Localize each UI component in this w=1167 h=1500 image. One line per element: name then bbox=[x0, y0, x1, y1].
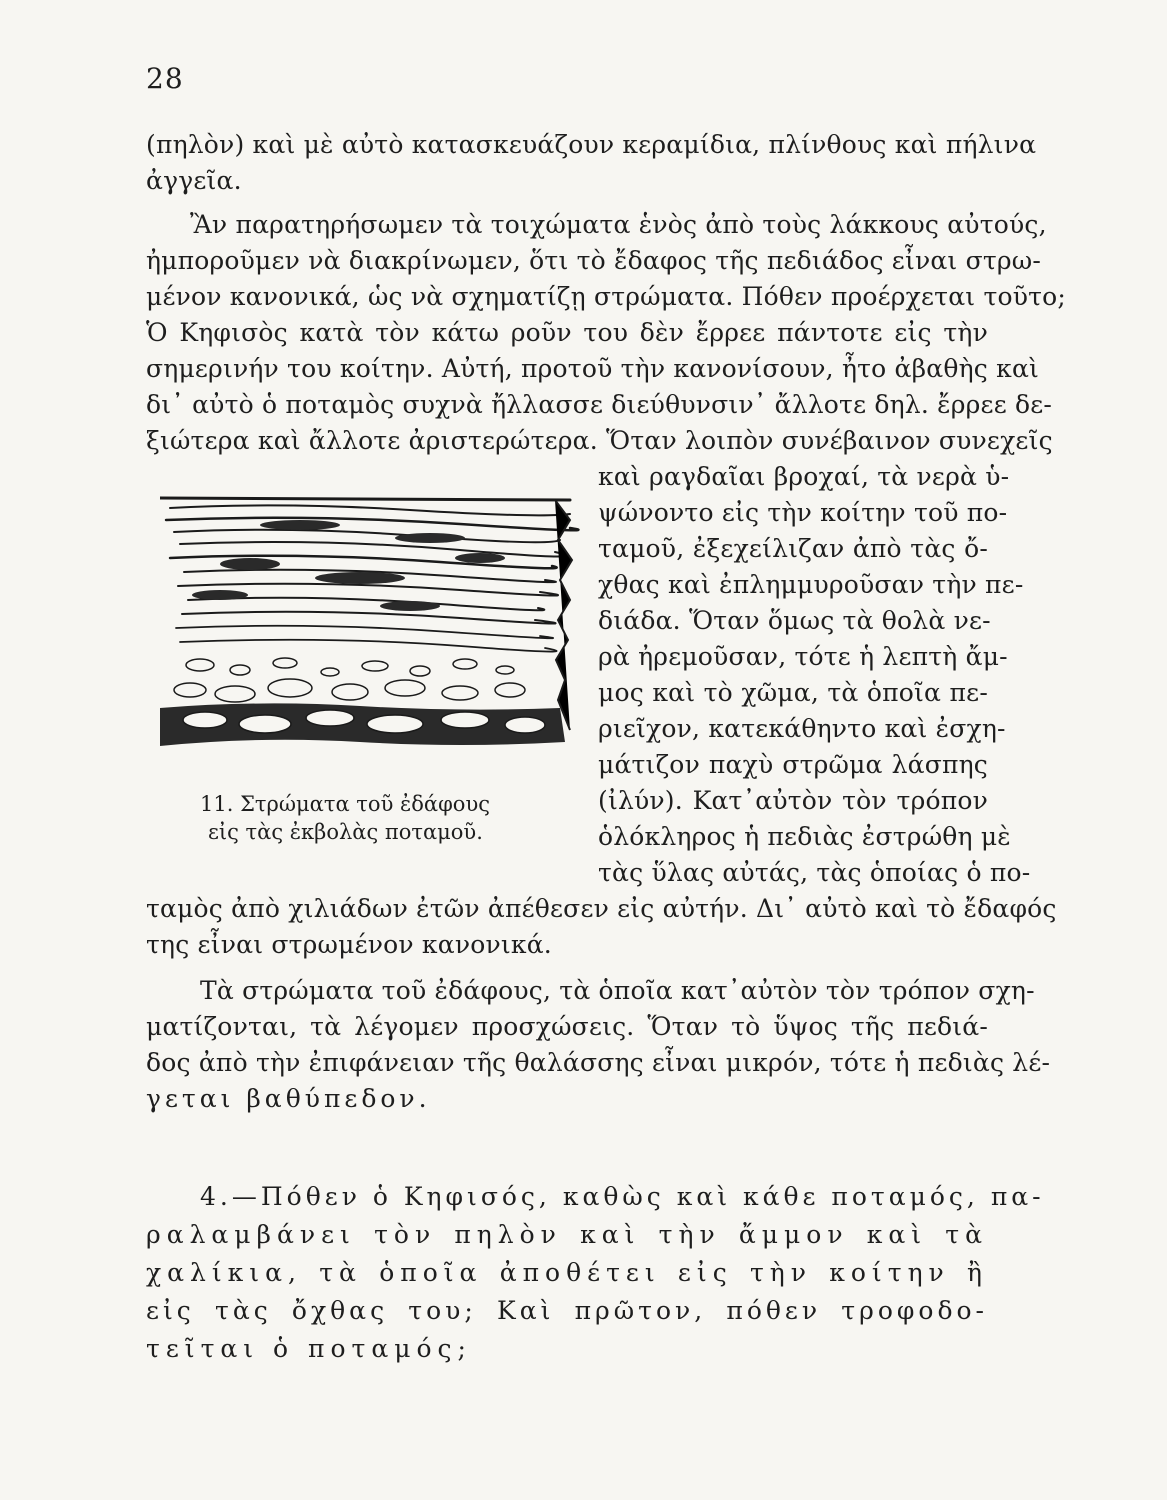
text-line: μένον κανονικά, ὡς νὰ σχηματίζῃ στρώματα. Πόθεν προέρχεται τοῦτο; bbox=[146, 282, 1067, 311]
text-line: μάτιζον παχὺ στρῶμα λάσπης bbox=[598, 750, 988, 779]
text-line: δος ἀπὸ τὴν ἐπιφάνειαν τῆς θαλάσσης εἶναι μικρόν, τότε ἡ πεδιὰς λέ- bbox=[146, 1048, 1051, 1077]
section-heading-line: 4.—Πόθεν ὁ Κηφισός, καθὼς καὶ κάθε ποταμός, πα- bbox=[200, 1182, 1045, 1211]
text-line: ματίζονται, τὰ λέγομεν προσχώσεις. Ὅταν τὸ ὕψος τῆς πεδιά- bbox=[146, 1012, 988, 1041]
figure-caption: εἰς τὰς ἐκβολὰς ποταμοῦ. bbox=[208, 820, 483, 844]
page-number: 28 bbox=[146, 62, 184, 95]
soil-strata-illustration-icon bbox=[160, 480, 580, 770]
text-line: σημερινήν του κοίτην. Αὐτή, προτοῦ τὴν κανονίσουν, ἦτο ἀβαθὴς καὶ bbox=[146, 354, 1040, 383]
text-line: δι᾽ αὐτὸ ὁ ποταμὸς συχνὰ ἤλλασσε διεύθυνσιν᾽ ἄλλοτε δηλ. ἔρρεε δε- bbox=[146, 390, 1053, 419]
text-line: τεῖται ὁ ποταμός; bbox=[146, 1334, 472, 1363]
text-line: ραλαμβάνει τὸν πηλὸν καὶ τὴν ἄμμον καὶ τὰ bbox=[146, 1220, 988, 1249]
text-line: Τὰ στρώματα τοῦ ἐδάφους, τὰ ὁποῖα κατ᾽αὐτὸν τὸν τρόπον σχη- bbox=[200, 976, 1035, 1005]
text-line: ὁλόκληρος ἡ πεδιὰς ἐστρώθη μὲ bbox=[598, 822, 1011, 851]
text-line: ρὰ ἠρεμοῦσαν, τότε ἡ λεπτὴ ἄμ- bbox=[598, 642, 1008, 671]
text-line: ξιώτερα καὶ ἄλλοτε ἀριστερώτερα. Ὅταν λοιπὸν συνέβαινον συνεχεῖς bbox=[146, 426, 1053, 455]
text-line: (πηλὸν) καὶ μὲ αὐτὸ κατασκευάζουν κεραμίδια, πλίνθους καὶ πήλινα bbox=[146, 130, 1037, 159]
text-line: χαλίκια, τὰ ὁποῖα ἀποθέτει εἰς τὴν κοίτην ἢ bbox=[146, 1258, 988, 1287]
text-line: της εἶναι στρωμένον κανονικά. bbox=[146, 930, 552, 959]
text-line: τὰς ὕλας αὐτάς, τὰς ὁποίας ὁ πο- bbox=[598, 858, 1031, 887]
text-line: ψώνοντο εἰς τὴν κοίτην τοῦ πο- bbox=[598, 498, 1008, 527]
text-line: εἰς τὰς ὄχθας του; Καὶ πρῶτον, πόθεν τροφοδο- bbox=[146, 1296, 988, 1325]
text-line: Ἂν παρατηρήσωμεν τὰ τοιχώματα ἑνὸς ἀπὸ τοὺς λάκκους αὐτούς, bbox=[190, 210, 1047, 239]
text-line: γεται βαθύπεδον. bbox=[146, 1084, 431, 1113]
text-line: ταμοῦ, ἐξεχείλιζαν ἀπὸ τὰς ὄ- bbox=[598, 534, 988, 563]
text-line: χθας καὶ ἐπλημμυροῦσαν τὴν πε- bbox=[598, 570, 1024, 599]
text-line: καὶ ραγδαῖαι βροχαί, τὰ νερὰ ὑ- bbox=[598, 462, 1010, 491]
text-line: (ἰλύν). Κατ᾽αὐτὸν τὸν τρόπον bbox=[598, 786, 988, 815]
text-line: διάδα. Ὅταν ὅμως τὰ θολὰ νε- bbox=[598, 606, 991, 635]
text-line: ἀγγεῖα. bbox=[146, 166, 242, 195]
figure-caption: 11. Στρώματα τοῦ ἐδάφους bbox=[200, 792, 490, 816]
text-line: μος καὶ τὸ χῶμα, τὰ ὁποῖα πε- bbox=[598, 678, 988, 707]
text-line: ἠμποροῦμεν νὰ διακρίνωμεν, ὅτι τὸ ἔδαφος τῆς πεδιάδος εἶναι στρω- bbox=[146, 246, 1042, 275]
text-line: ταμὸς ἀπὸ χιλιάδων ἐτῶν ἀπέθεσεν εἰς αὐτήν. Δι᾽ αὐτὸ καὶ τὸ ἔδαφός bbox=[146, 894, 1057, 923]
text-line: ριεῖχον, κατεκάθηντο καὶ ἐσχη- bbox=[598, 714, 1006, 743]
text-line: Ὁ Κηφισὸς κατὰ τὸν κάτω ροῦν του δὲν ἔρρεε πάντοτε εἰς τὴν bbox=[146, 318, 988, 347]
